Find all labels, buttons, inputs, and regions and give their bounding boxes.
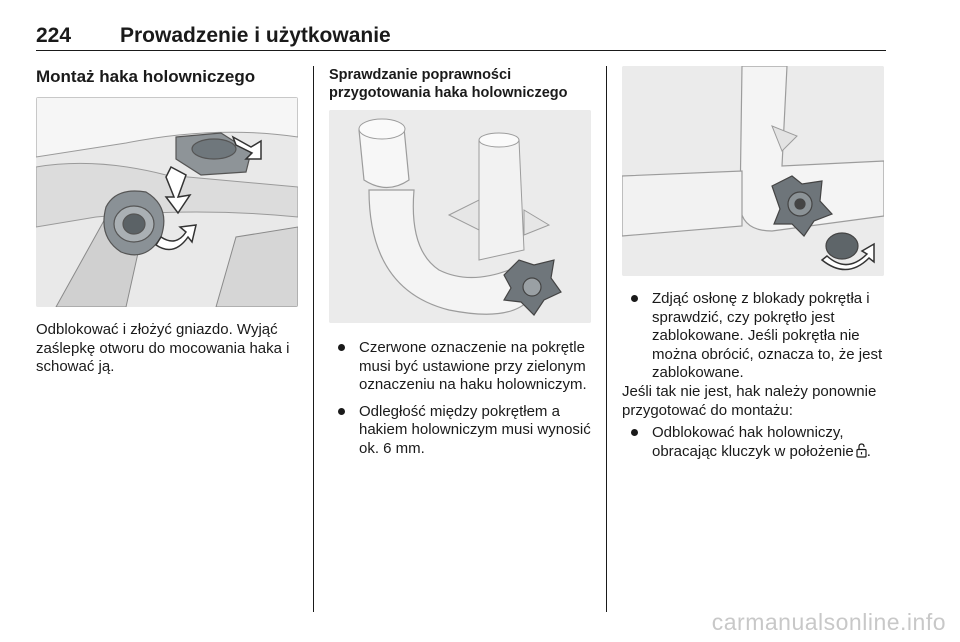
watermark: carmanualsonline.info xyxy=(711,609,946,635)
page-title: Prowadzenie i użytkowanie xyxy=(120,24,391,47)
list-item xyxy=(329,403,595,459)
list-item xyxy=(622,424,892,463)
illustration-tow-hook xyxy=(329,110,591,323)
bullet-text: Odległość między pokrętłem a hakiem holowniczym musi wynosić ok. 6 mm. xyxy=(359,402,591,457)
bullet-dot xyxy=(631,429,638,436)
section-heading-check: Sprawdzanie poprawności przygotowania haka holowniczego xyxy=(329,67,568,101)
check-bullet-list xyxy=(329,339,595,466)
bullet-dot xyxy=(631,295,638,302)
column-divider-2 xyxy=(606,66,607,612)
page-header xyxy=(36,24,886,51)
paragraph-not-ready: Jeśli tak nie jest, hak należy ponownie przygotować do montażu: xyxy=(622,383,877,419)
illustration-socket xyxy=(36,97,298,307)
unlock-bullet-list xyxy=(622,424,892,471)
list-item xyxy=(622,290,892,383)
section-heading-mounting: Montaż haka holowniczego xyxy=(36,67,256,86)
bullet-text: Czerwone oznaczenie na pokrętle musi być ustawione przy zielonym oznaczeniu na haku holowniczym. xyxy=(359,339,587,393)
bullet-text: Zdjąć osłonę z blokady pokrętła i sprawdzić, czy pokrętło jest zablokowane. Jeśli pokrętła nie można obrócić, oznacza to, że jest zablokowane. xyxy=(652,290,883,381)
page-number: 224 xyxy=(36,24,72,47)
list-item xyxy=(329,339,595,395)
unlocked-padlock-icon xyxy=(856,443,867,464)
bullet-period: . xyxy=(866,442,871,460)
illustration-lock-cap xyxy=(622,66,884,276)
bullet-text: Odblokować hak holowniczy, obracając kluczyk w położenie xyxy=(652,424,854,460)
lock-cap-bullet-list xyxy=(622,290,892,391)
column-divider-1 xyxy=(313,66,314,612)
bullet-dot xyxy=(338,408,345,415)
paragraph-mounting: Odblokować i złożyć gniazdo. Wyjąć zaślepkę otworu do mocowania haka i schować ją. xyxy=(36,321,290,375)
bullet-dot xyxy=(338,344,345,351)
